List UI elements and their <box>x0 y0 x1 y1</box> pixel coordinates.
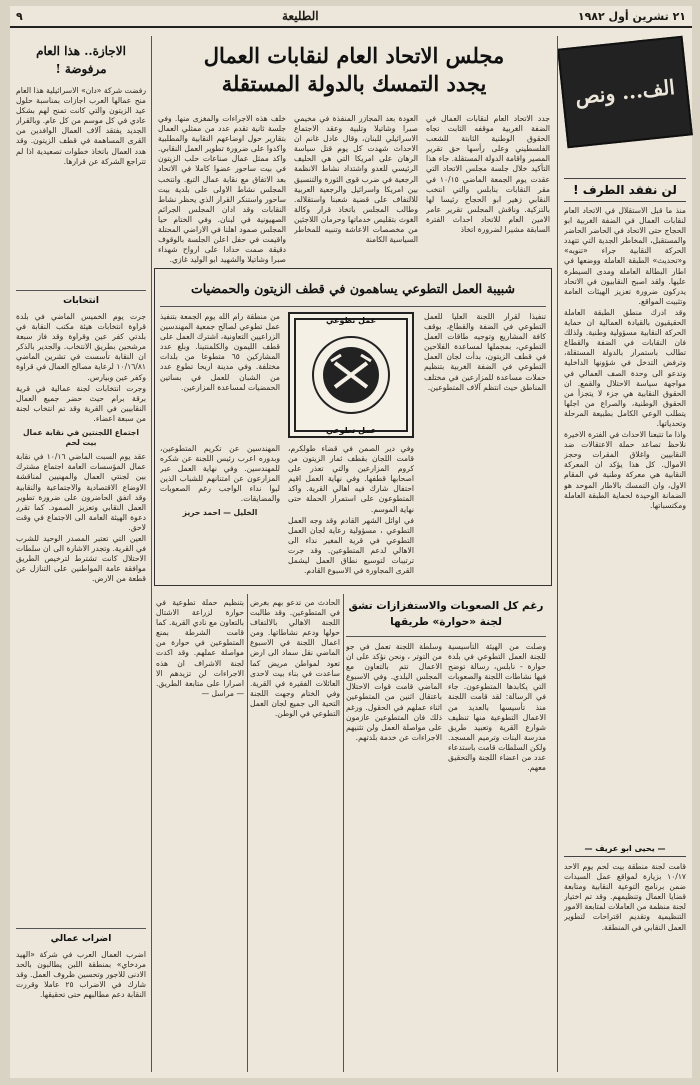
column-rule-2 <box>151 36 152 1072</box>
header-date: ٢١ تشرين أول ١٩٨٢ <box>577 9 686 23</box>
side-article-body: رفضت شركة «دان» الاسرائيلية هذا العام منح عمالها العرب اجازات بمناسبة حلول عيد الزيتون والتي كانت تمنح لهم بشكل عادي في كل موسم من كل عام. وبالقرار الجديد يفتقد آلاف العمال الوافدين من القرى المساهمة في قطف الزيتون. وقد هدد العمال باتخاذ خطوات تصعيدية اذا لم تتراجع الشركة عن قرارها. <box>16 86 146 166</box>
elections-para-2: وجرت انتخابات لجنة عمالية في قرية برقة برام حيث حضر جميع العمال النقابيين في القرية وقد تم انتخاب لجنة من سبعة اعضاء. <box>16 383 146 423</box>
main-headline <box>158 42 550 98</box>
main-article-col-a: جدد الاتحاد العام لنقابات العمال في الضفة الغربية موقفه الثابت تجاه الحقوق الوطنية الثابتة للشعب الفلسطيني وعلى رأسها حق تقرير المصير واقامة الدولة المستقلة. جاء هذا التأكيد خلال جلسة مجلس الاتحاد التي عقدت يوم الجمعة الماضي ١٠/١٥ في مقر النقابات بنابلس والتي انتخب النقابي زهير ابو الحجاج رئيسا لها بالتزكية. وناقش المجلس تقرير عامر الامين العام للاتحاد احداث الفترة السابقة مشيرا لضرورة اتخاذ <box>426 114 550 235</box>
left-column-footer-text: قامت لجنة منطقة بيت لحم يوم الاحد ١٠/١٧ بزيارة لمواقع عمل السيدات ضمن برنامج التوعية النقابية ومتابعة قضايا العمال وتنظيمهم. وقد تم اختيار لجنة منظمة من العاملات لمتابعة الامور التنظيمية وتقديم اقتراحات لتطوير العمل النقابي في المنطقة. <box>564 862 686 932</box>
left-column-signature: — يحيى ابو عريف — <box>564 844 686 857</box>
olive-headline: شبيبة العمل التطوعي يساهمون في قطف الزيتون والحمضيات <box>191 281 515 296</box>
left-column-para-1: منذ ما قبل الاستقلال في الاتحاد العام لنقابات العمال في الضفة الغربية ابو الحجاج حتى الاتحاد في الحاضر الحاضر والمستقبل، المخاطر الجدية التي تتهدد الحركة النقابية جراء «تنويه» و«تحديث» الطبقة العاملة ووضعها في اطار البطالة العاملة ومدى السيطرة عليها. ولقد اصبح النقابيون في الاتحاد يدركون ضرورة تعزيز الهيئات العامة وتثبيت المواقع. <box>564 206 686 306</box>
olive-col-3: من منطقة رام الله يوم الجمعة بتنفيذ عمل تطوعي لصالح جمعية المهندسين الزراعيين التعاونية، اشترك العمل على قطف الليمون والكلمنتينا. وبلغ عدد المشاركين ٦٥ متطوعا من بلدات مختلفة. وفي مدينة اريحا تطوع عدد من الشبان للعمل في بساتين الحمضيات لمساعدة المزارعين. <box>160 312 280 392</box>
left-column-heading: لن نفقد الطرف ! <box>564 178 686 202</box>
strike-body: اضرب العمال العرب في شركة «الهيد مردخاي» بمنطقة اللبن يطالبون بالحد الادنى للاجور وتحسين ظروف العمل. وقد شارك في الاضراب ٢٥ عاملا وقررت النقابة دعم مطالبهم حتى تحقيقها. <box>16 950 146 1000</box>
volunteer-emblem-icon <box>291 315 411 435</box>
olive-signature: الخليل — احمد حريز <box>182 507 258 517</box>
difficulties-rule-a <box>343 594 344 1072</box>
olive-col-4 <box>288 444 414 582</box>
olive-headline-rule <box>160 306 546 307</box>
main-headline-line-1: مجلس الاتحاد العام لنقابات العمال <box>203 43 505 68</box>
header-page-number: ٩ <box>16 9 23 23</box>
main-headline-line-2: يجدد التمسك بالدولة المستقلة <box>221 71 487 96</box>
difficulties-col-3: الحادث من تدعو بهم بغرض في المتطوعين. وقد طالبت اللجنة الاهالي بالالتفاف حولها ودعم نشاطاتها. ومن اعمال اللجنة في الاسبوع الماضي نقل سماد الى ارض تعود لمواطن مريض كما ساعدت في بناء بيت لاحدى العائلات الفقيرة في القرية. وفي الختام وجهت اللجنة التحية الى جميع لجان العمل التطوعي في الوطن. <box>250 598 340 719</box>
left-column-body <box>564 206 686 836</box>
left-column-para-2: وقد ادرك منطق الطبقة العاملة الحقيقيون بالقيادة العمالية ان حماية الحركة النقابية مسؤولية وطنية. ولذلك فان النقابات في الضفة والقطاع تطالب باستمرار بالدولة المستقلة، وترفض التدخل في شؤونها الداخلية وتدعو الى وحدة الصف العمالي في مواجهة سياسة الاحتلال والقمع. ان الحقوق النقابية هي جزء لا يتجزأ من الحقوق الوطنية، والصراع من اجلها يتطلب الوعي الكامل بطبيعة المرحلة وتحدياتها. <box>564 307 686 428</box>
olive-col-5 <box>160 444 280 582</box>
left-column-para-3: واذا ما تتبعنا الاحداث في الفترة الاخيرة نلاحظ تصاعد حملة الاعتقالات ضد النقابيين واغلاق المقرات وحجز الاموال. كل هذا يؤكد ان المعركة النقابية هي معركة وطنية في المقام الاول، وان التمسك بالاطار الموحد هو الضمانة الوحيدة لحماية الطبقة العاملة ومكتسباتها. <box>564 430 686 510</box>
logo-caption-bottom: عمل تطوعي <box>325 426 377 435</box>
elections-body <box>16 312 146 922</box>
olive-col-4-text: في اوائل الشهر القادم وقد وجه العمل التطوعي ، مسؤولية رعاية لجان العمل التطوعي في قرية المغير نداء الى الاهالي لدعم المتطوعين. وقد جرت ترتيبات لتوسيع نطاق العمل ليشمل القرى المجاورة في الاسبوع القادم. <box>288 515 414 576</box>
volunteer-logo <box>288 312 414 438</box>
header-section: الطليعة <box>281 9 319 23</box>
page-header <box>10 6 692 28</box>
ornament-logo: الف... ونص <box>557 36 693 149</box>
difficulties-headline: رغم كل الصعوبات والاستفزازات تشق لجنة «حوارة» طريقها <box>348 600 544 628</box>
side-divider-1 <box>16 290 146 291</box>
elections-para-4: العين التي تعتبر المصدر الوحيد للشرب في القرية. وتجدر الاشارة الى ان سلطات الاحتلال كانت تشترط لترخيص الطريق موافقة عامة المواطنين على التنازل عن قطعة من الارض. <box>16 533 146 584</box>
elections-subheading: اجتماع اللجنتين في نقابة عمال بيت لحم <box>22 428 140 448</box>
logo-caption-top: عمل تطوعي <box>325 316 377 325</box>
main-article-col-c: خلف هذه الاجراءات والمغزى منها. وفي جلسة ثانية تقدم عدد من ممثلي العمال بتقارير حول اوضاعهم النقابية والمطلبية واكدوا على ضرورة تطوير العمل النقابي. واكد ممثل عمال صناعات حلب الزيتون في بيت ساحور عضوا كاملا في الاتحاد بعد الاتفاق مع نقابة عمال التبغ. وانتخب المجلس نشاط الاولى على بلدية بيت ساحور واستنكر القرار الذي يحظر نشاط النقابات وقد ادان المجلس الجرائم الصهيونية في لبنان. وفي الختام حيا المجلس صمود اهلنا في الاراضي المحتلة واقيمت في حفل اعلن الجلسة بالوقوف دقيقة صمت حدادا على ارواح شهداء صبرا وشاتيلا والشهيد ابو الوليد غازي. <box>158 114 286 264</box>
difficulties-rule <box>346 636 546 637</box>
difficulties-col-1: وصلت من الهيئة التأسيسية للجنة العمل التطوعي في بلدة حوارة - نابلس، رسالة توضح فيها نشاطات اللجنة والصعوبات التي يكابدها المتطوعون. جاء في الرسالة: لقد قامت اللجنة منذ تأسيسها بالعديد من الاعمال التطوعية منها تنظيف شوارع القرية وتعبيد طريق مدرسة البنات وترميم المسجد. ولكن السلطات قامت باستدعاء عدد من اعضاء اللجنة والتحقيق معهم. <box>448 642 546 773</box>
side-divider-2 <box>16 928 146 929</box>
main-article-col-b: العودة بعد المجازر المنفذة في مخيمي صبرا وشاتيلا وتلبية وعقد الاجتماع الاسرائيلي للبنان، وقال عادل غانم ان الاحداث شهدت كل يوم قتل سياسة الرهان على امريكا التي هي الحليف الرئيسي للعدو واشتداد نشاط الانظمة الرجعية في ضرب قوى الثورة والتنسيق بين امريكا واسرائيل والرجعية العربية للالتفاف على قضية شعبنا واستقلاله. وطالب المجلس باتخاذ قرار وكالة الغوث بتقليص خدماتها وحرمان اللاجئين من مخصصات الاعاشة وتنبيه للمخاطر السياسية الكامنة <box>294 114 418 245</box>
elections-heading: انتخابات <box>63 296 99 306</box>
column-rule-1 <box>557 36 558 1072</box>
side-headline <box>16 42 146 78</box>
difficulties-rule-b <box>247 594 248 1072</box>
elections-para-3: عقد يوم السبت الماضي ١٠/١٦ في نقابة عمال المؤسسات العامة اجتماع مشترك بين لجنتي العمال والمهنيين لمناقشة الاوضاع الاقتصادية والاجتماعية والنقابية وقد اتفق الحاضرون على ضرورة تطوير العمل النقابي وتعزيز الصمود. كما تقرر دعوة الهيئة العامة الى الاجتماع في وقت لاحق. <box>16 452 146 532</box>
difficulties-col-2: وسلطة اللجنة تعمل في جو من التوتر ، ونحن نؤكد على ان الاعمال تتم بالتعاون مع المجلس البلدي. وفي الاسبوع الماضي قامت قوات الاحتلال باعتقال اثنين من المتطوعين اثناء عملهم في الحقول. ورغم ذلك فان المتطوعين عازمون على مواصلة العمل ولن تثنيهم الاجراءات عن خدمة بلدتهم. <box>346 642 442 742</box>
olive-col-1: تنفيذا لقرار اللجنة العليا للعمل التطوعي في الضفة والقطاع، بوقف كافة المشاريع وتوجيه طاقات العمل التطوعي، بمجملها لمساعدة الفلاحين في قطف الزيتون، بدأت لجان العمل التطوعي في الضفة الغربية بتنظيم حملات مساعدة للمزارعين في مختلف المناطق حيث انتظم آلاف المتطوعين. <box>424 312 546 392</box>
difficulties-col-4: بتنظيم حملة تطوعية في حوارة لزراعة الاشتال بالتعاون مع نادي القرية. كما قامت الشرطة بمنع المتطوعين في حوارة من مواصلة عملهم. وقد اكدت لجنة الاشراف ان هذه الاجراءات لن تزيدهم الا اصرارا على متابعة الطريق. — مراسل — <box>156 598 244 698</box>
olive-col-2-text: وفي دير الصمن في قضاء طولكرم، قامت اللجان بقطف ثمار الزيتون من كروم المزارعين والتي تعذر على اصحابها قطفها. وفي نهاية العمل اقيم احتفال شارك فيه اهالي القرية. واكد المتطوعون على استمرار الحملة حتى نهاية الموسم. <box>288 444 414 514</box>
olive-col-5-text: المهندسين عن تكريم المتطوعين، وبدوره اعرب رئيس اللجنة عن شكره للمهندسين. وفي نهاية العمل عبر المزارعون عن امتنانهم للشباب الذين لبوا نداء الواجب رغم الصعوبات والمضايقات. <box>160 444 280 504</box>
elections-para-1: جرت يوم الخميس الماضي في بلدة قراوة انتخابات هيئة مكتب النقابة في بلدتي كفر عين وقراوة وقد فاز سبعة مرشحين بطريق الانتخاب. والجدير بالذكر ان النقابة تأسست في تشرين الماضي ١٠/١٦/٨١ لرعاية مصالح العمال في قراوة وكفر عين وبيارس. <box>16 312 146 382</box>
strike-heading: اضراب عمالي <box>50 934 112 944</box>
side-headline-line-2: مرفوضة ! <box>55 62 107 76</box>
side-headline-line-1: الاجازة.. هذا العام <box>36 44 126 58</box>
newspaper-page <box>10 6 692 1078</box>
